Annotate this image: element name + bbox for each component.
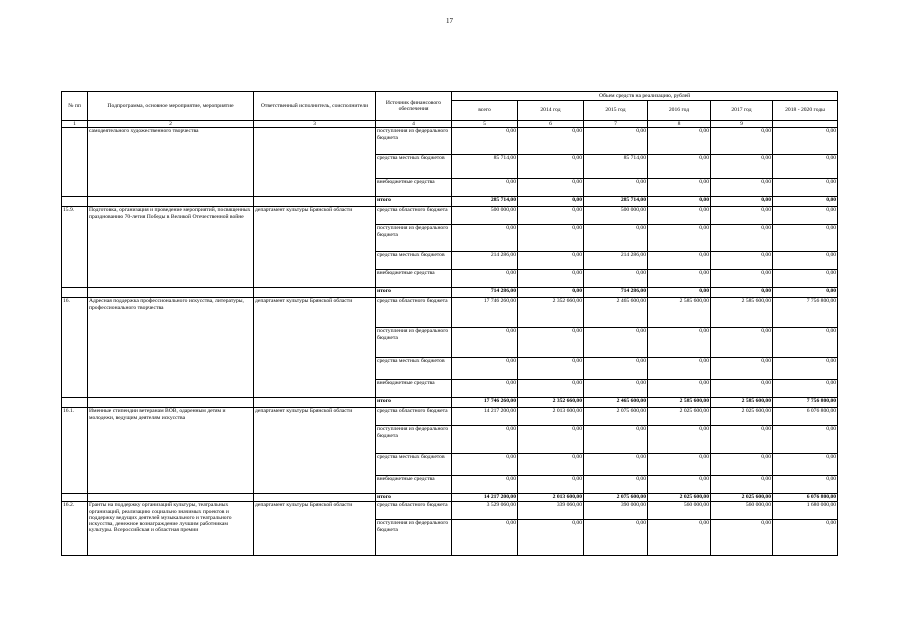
amount-cell: 2 025 600,00 (648, 494, 711, 502)
funding-source: итого (376, 494, 452, 502)
amount-cell: 2 075 600,00 (584, 408, 648, 426)
amount-cell: 6 076 800,00 (773, 494, 838, 502)
amount-cell: 0,00 (648, 454, 711, 476)
amount-cell: 0,00 (648, 128, 711, 155)
amount-cell: 0,00 (452, 328, 518, 358)
amount-cell: 0,00 (773, 207, 838, 225)
table-row (62, 298, 838, 328)
amount-cell: 0,00 (518, 179, 584, 197)
header-total: всего (452, 101, 518, 121)
amount-cell: 2 465 600,00 (584, 398, 648, 408)
amount-cell: 0,00 (648, 358, 711, 380)
amount-cell: 85 714,00 (452, 155, 518, 179)
item-executor: департамент культуры Брянской области (254, 207, 376, 288)
amount-cell: 0,00 (584, 179, 648, 197)
amount-cell: 0,00 (773, 155, 838, 179)
item-title: Именные стипендии ветеранам ВОВ, одаренным детям и молодежи, ведущим деятелям искусства (88, 408, 254, 494)
amount-cell: 0,00 (518, 128, 584, 155)
empty-cell (88, 197, 254, 207)
amount-cell: 0,00 (518, 207, 584, 225)
empty-cell (254, 398, 376, 408)
amount-cell: 85 714,00 (584, 155, 648, 179)
amount-cell: 0,00 (711, 288, 773, 298)
amount-cell: 0,00 (711, 426, 773, 454)
empty-cell (62, 197, 88, 207)
amount-cell: 0,00 (584, 476, 648, 494)
amount-cell: 0,00 (452, 426, 518, 454)
funding-source: итого (376, 288, 452, 298)
amount-cell: 0,00 (584, 328, 648, 358)
empty-cell (254, 288, 376, 298)
amount-cell: 0,00 (773, 380, 838, 398)
item-executor: департамент культуры Брянской области (254, 408, 376, 494)
amount-cell: 0,00 (518, 288, 584, 298)
amount-cell: 0,00 (711, 328, 773, 358)
amount-cell: 0,00 (773, 179, 838, 197)
amount-cell: 0,00 (711, 270, 773, 288)
funding-source: поступления из федерального бюджета (376, 128, 452, 155)
funding-source: средства местных бюджетов (376, 454, 452, 476)
amount-cell: 0,00 (648, 328, 711, 358)
amount-cell: 390 000,00 (584, 502, 648, 520)
funding-source: средства местных бюджетов (376, 358, 452, 380)
item-executor: департамент культуры Брянской области (254, 502, 376, 556)
amount-cell: 2 465 600,00 (584, 298, 648, 328)
header-program: Подпрограмма, основное мероприятие, мероприятие (88, 92, 254, 121)
header-volume: Объем средств на реализацию, рублей (452, 92, 838, 101)
column-number: 4 (376, 121, 452, 128)
amount-cell: 500 000,00 (452, 207, 518, 225)
amount-cell: 2 025 600,00 (711, 494, 773, 502)
amount-cell: 0,00 (518, 426, 584, 454)
funding-source: средства местных бюджетов (376, 155, 452, 179)
table-row-total (62, 398, 838, 408)
amount-cell: 0,00 (452, 476, 518, 494)
amount-cell: 0,00 (452, 520, 518, 556)
table-row-total (62, 197, 838, 207)
amount-cell: 0,00 (518, 270, 584, 288)
amount-cell: 0,00 (773, 288, 838, 298)
header-2016: 2016 год (648, 101, 711, 121)
amount-cell: 0,00 (773, 358, 838, 380)
table-row (62, 502, 838, 520)
amount-cell: 0,00 (584, 426, 648, 454)
funding-source: поступления из федерального бюджета (376, 225, 452, 252)
item-title: самодеятельного художественного творчества (88, 128, 254, 197)
amount-cell: 0,00 (452, 270, 518, 288)
amount-cell: 339 060,00 (518, 502, 584, 520)
column-number: 6 (518, 121, 584, 128)
table-header (62, 92, 838, 128)
amount-cell: 0,00 (584, 225, 648, 252)
amount-cell: 0,00 (711, 454, 773, 476)
amount-cell: 0,00 (648, 225, 711, 252)
empty-cell (88, 494, 254, 502)
item-number: 16.1. (62, 408, 88, 494)
header-source: Источник финансового обеспечения (376, 92, 452, 121)
amount-cell: 1 680 000,00 (773, 502, 838, 520)
column-number (773, 121, 838, 128)
empty-cell (88, 288, 254, 298)
amount-cell: 7 756 800,00 (773, 298, 838, 328)
item-number: 15.9. (62, 207, 88, 288)
item-title: Гранты на поддержку организаций культуры, театральных организаций, реализацию социально значимых проектов и поддержку ведущих деятелей музыкального и театрального искусства, денежное вознаграждение лучшим работникам культуры. Всероссийская и областная премии (88, 502, 254, 556)
amount-cell: 560 000,00 (711, 502, 773, 520)
amount-cell: 0,00 (711, 520, 773, 556)
amount-cell: 0,00 (648, 270, 711, 288)
column-number: 8 (648, 121, 711, 128)
amount-cell: 0,00 (518, 328, 584, 358)
amount-cell: 0,00 (648, 197, 711, 207)
amount-cell: 500 000,00 (584, 207, 648, 225)
column-number-row (62, 121, 838, 128)
amount-cell: 0,00 (711, 128, 773, 155)
item-executor: департамент культуры Брянской области (254, 298, 376, 398)
header-2017: 2017 год (711, 101, 773, 121)
amount-cell: 2 585 600,00 (648, 398, 711, 408)
amount-cell: 0,00 (773, 225, 838, 252)
page-number: 17 (446, 17, 453, 25)
funding-source: внебюджетные средства (376, 270, 452, 288)
item-number: 16.2. (62, 502, 88, 556)
funding-source: средства областного бюджета (376, 207, 452, 225)
amount-cell: 7 756 800,00 (773, 398, 838, 408)
column-number: 7 (584, 121, 648, 128)
item-number: 16. (62, 298, 88, 398)
amount-cell: 17 746 260,00 (452, 298, 518, 328)
amount-cell: 0,00 (648, 179, 711, 197)
amount-cell: 0,00 (452, 128, 518, 155)
amount-cell: 0,00 (773, 426, 838, 454)
item-executor (254, 128, 376, 197)
amount-cell: 714 286,00 (584, 288, 648, 298)
header-num: № пп (62, 92, 88, 121)
amount-cell: 214 286,00 (452, 252, 518, 270)
amount-cell: 0,00 (711, 155, 773, 179)
amount-cell: 0,00 (518, 197, 584, 207)
amount-cell: 0,00 (584, 520, 648, 556)
funding-source: поступления из федерального бюджета (376, 328, 452, 358)
column-number: 9 (711, 121, 773, 128)
funding-source: средства областного бюджета (376, 502, 452, 520)
amount-cell: 2 075 600,00 (584, 494, 648, 502)
amount-cell: 0,00 (773, 128, 838, 155)
column-number: 5 (452, 121, 518, 128)
amount-cell: 0,00 (773, 454, 838, 476)
funding-source: поступления из федерального бюджета (376, 426, 452, 454)
column-number: 1 (62, 121, 88, 128)
amount-cell: 0,00 (648, 207, 711, 225)
item-title: Адресная поддержка профессионального искусства, литературы, профессионального творчества (88, 298, 254, 398)
amount-cell: 0,00 (584, 358, 648, 380)
header-executor: Ответственный исполнитель, соисполнители (254, 92, 376, 121)
amount-cell: 14 217 200,00 (452, 408, 518, 426)
amount-cell: 0,00 (648, 380, 711, 398)
header-2014: 2014 год (518, 101, 584, 121)
amount-cell: 0,00 (452, 380, 518, 398)
funding-source: внебюджетные средства (376, 380, 452, 398)
amount-cell: 0,00 (518, 476, 584, 494)
amount-cell: 14 217 200,00 (452, 494, 518, 502)
amount-cell: 0,00 (648, 426, 711, 454)
amount-cell: 0,00 (518, 358, 584, 380)
amount-cell: 285 714,00 (452, 197, 518, 207)
table-row (62, 207, 838, 225)
table-row (62, 128, 838, 155)
empty-cell (62, 398, 88, 408)
column-number: 2 (88, 121, 254, 128)
amount-cell: 0,00 (711, 358, 773, 380)
amount-cell: 2 585 600,00 (648, 298, 711, 328)
amount-cell: 0,00 (773, 197, 838, 207)
amount-cell: 0,00 (711, 252, 773, 270)
table-row (62, 408, 838, 426)
amount-cell: 0,00 (711, 380, 773, 398)
funding-source: поступления из федерального бюджета (376, 520, 452, 556)
table-body (62, 128, 838, 556)
amount-cell: 0,00 (518, 225, 584, 252)
amount-cell: 0,00 (773, 476, 838, 494)
amount-cell: 0,00 (773, 252, 838, 270)
amount-cell: 2 013 600,00 (518, 408, 584, 426)
amount-cell: 0,00 (518, 380, 584, 398)
amount-cell: 6 076 800,00 (773, 408, 838, 426)
amount-cell: 0,00 (518, 252, 584, 270)
funding-source: средства местных бюджетов (376, 252, 452, 270)
amount-cell: 2 352 660,00 (518, 298, 584, 328)
amount-cell: 0,00 (648, 155, 711, 179)
amount-cell: 0,00 (584, 270, 648, 288)
amount-cell: 2 352 660,00 (518, 398, 584, 408)
amount-cell: 0,00 (518, 454, 584, 476)
amount-cell: 0,00 (648, 520, 711, 556)
funding-source: внебюджетные средства (376, 476, 452, 494)
amount-cell: 2 585 600,00 (711, 298, 773, 328)
amount-cell: 2 025 600,00 (711, 408, 773, 426)
empty-cell (254, 494, 376, 502)
amount-cell: 2 025 600,00 (648, 408, 711, 426)
item-number (62, 128, 88, 197)
header-2015: 2015 год (584, 101, 648, 121)
funding-source: внебюджетные средства (376, 179, 452, 197)
item-title: Подготовка, организация и проведение мероприятий, посвященных празднованию 70-летия Победы в Великой Отечественной войне (88, 207, 254, 288)
amount-cell: 0,00 (452, 179, 518, 197)
amount-cell: 3 529 060,00 (452, 502, 518, 520)
amount-cell: 214 286,00 (584, 252, 648, 270)
amount-cell: 0,00 (452, 454, 518, 476)
funding-source: средства областного бюджета (376, 298, 452, 328)
amount-cell: 0,00 (711, 197, 773, 207)
amount-cell: 2 013 600,00 (518, 494, 584, 502)
amount-cell: 0,00 (711, 207, 773, 225)
amount-cell: 0,00 (648, 252, 711, 270)
amount-cell: 285 714,00 (584, 197, 648, 207)
column-number: 3 (254, 121, 376, 128)
amount-cell: 0,00 (773, 328, 838, 358)
empty-cell (254, 197, 376, 207)
amount-cell: 0,00 (518, 155, 584, 179)
amount-cell: 0,00 (711, 179, 773, 197)
amount-cell: 0,00 (584, 454, 648, 476)
amount-cell: 0,00 (711, 476, 773, 494)
empty-cell (62, 494, 88, 502)
amount-cell: 17 746 260,00 (452, 398, 518, 408)
amount-cell: 0,00 (773, 270, 838, 288)
funding-source: итого (376, 197, 452, 207)
amount-cell: 0,00 (584, 128, 648, 155)
table-row-total (62, 288, 838, 298)
amount-cell: 2 585 600,00 (711, 398, 773, 408)
amount-cell: 0,00 (452, 225, 518, 252)
amount-cell: 560 000,00 (648, 502, 711, 520)
amount-cell: 0,00 (648, 288, 711, 298)
amount-cell: 0,00 (518, 520, 584, 556)
amount-cell: 0,00 (711, 225, 773, 252)
funding-source: средства областного бюджета (376, 408, 452, 426)
table-row-total (62, 494, 838, 502)
empty-cell (62, 288, 88, 298)
amount-cell: 0,00 (452, 358, 518, 380)
funding-source: итого (376, 398, 452, 408)
amount-cell: 714 286,00 (452, 288, 518, 298)
amount-cell: 0,00 (648, 476, 711, 494)
amount-cell: 0,00 (584, 380, 648, 398)
header-2018-2020: 2018 - 2020 годы (773, 101, 838, 121)
empty-cell (88, 398, 254, 408)
amount-cell: 0,00 (773, 520, 838, 556)
budget-table (61, 91, 838, 556)
